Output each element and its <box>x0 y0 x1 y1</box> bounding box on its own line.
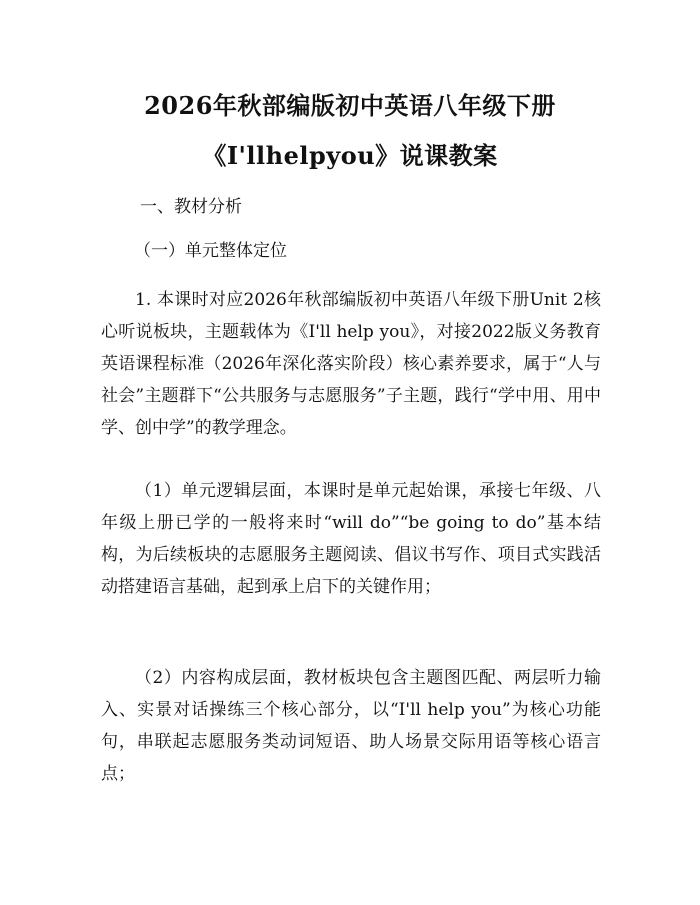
paragraph-text: （1）单元逻辑层面，本课时是单元起始课，承接七年级、八年级上册已学的一般将来时“will do”“be going to do”基本结构，为后续板块的志愿服务主题阅读、倡议书写作、项目式实践活动搭建语言基础，起到承上启下的关键作用； <box>101 481 601 597</box>
document-title-line-1: 2026年秋部编版初中英语八年级下册 <box>144 91 556 120</box>
paragraph-2 <box>101 475 601 603</box>
subsection-heading: （一）单元整体定位 <box>134 241 287 261</box>
section-heading: 一、教材分析 <box>140 197 242 217</box>
paragraph-3 <box>101 662 601 790</box>
paragraph-text: （2）内容构成层面，教材板块包含主题图匹配、两层听力输入、实景对话操练三个核心部分，以“I'll help you”为核心功能句，串联起志愿服务类动词短语、助人场景交际用语等核心语言点； <box>101 668 601 784</box>
paragraph-1 <box>101 284 601 444</box>
document-title-line-2: 《I'llhelpyou》说课教案 <box>202 141 498 170</box>
paragraph-text: 1. 本课时对应2026年秋部编版初中英语八年级下册Unit 2核心听说板块，主题载体为《I'll help you》，对接2022版义务教育英语课程标准（2026年深化落实阶段）核心素养要求，属于“人与社会”主题群下“公共服务与志愿服务”子主题，践行“学中用、用中学、创中学”的教学理念。 <box>101 290 601 438</box>
